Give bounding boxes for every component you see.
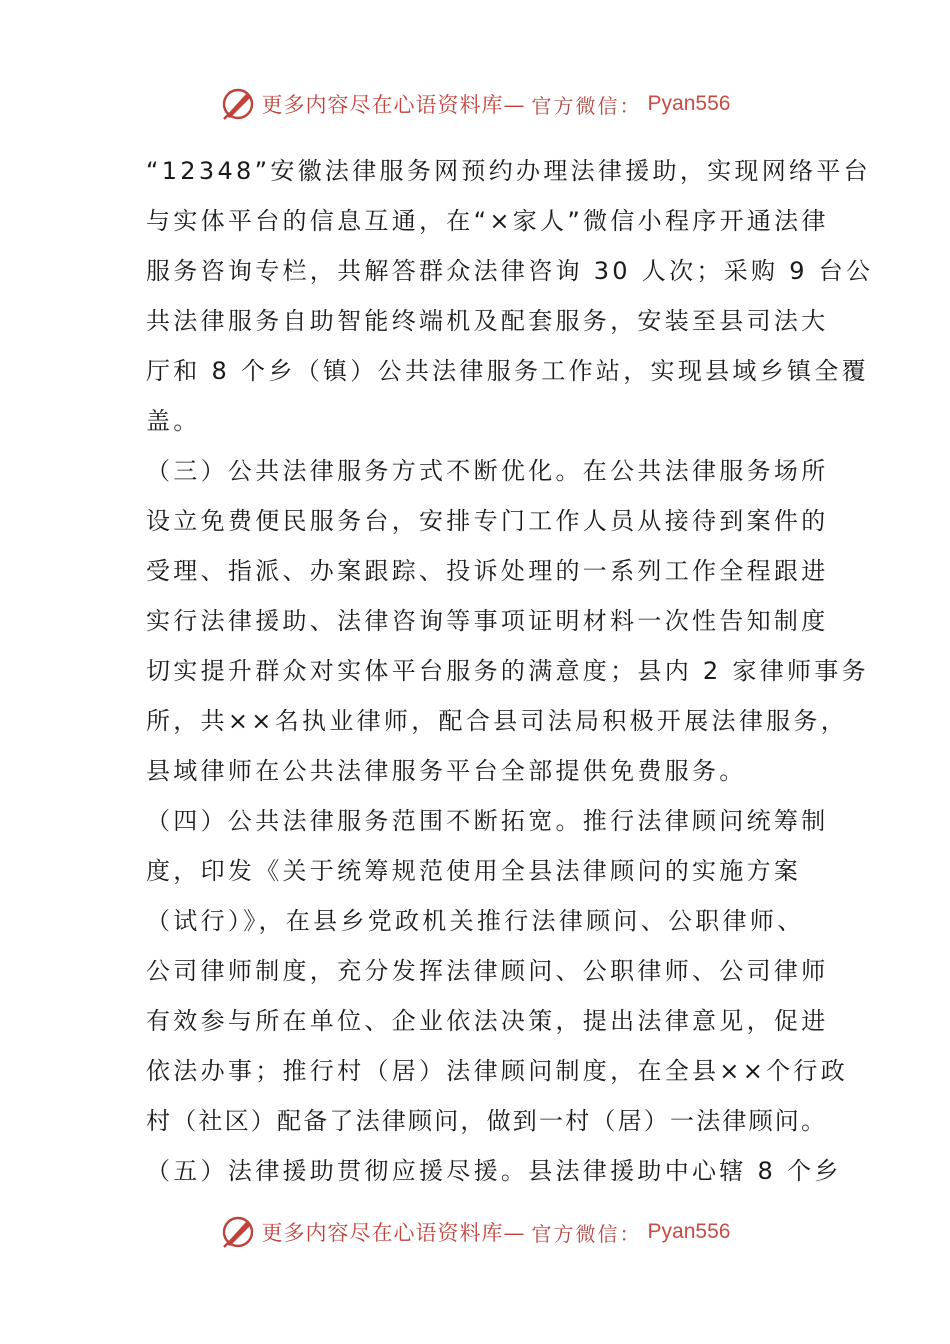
text-line: 有效参与所在单位、企业依法决策，提出法律意见，促进 (146, 1007, 829, 1035)
text-line: 公司律师制度，充分发挥法律顾问、公职律师、公司律师 (146, 957, 829, 985)
watermark-label: 官方微信： (531, 1221, 642, 1246)
watermark-site-text: 更多内容尽在心语资料库— (261, 1221, 526, 1245)
text-line: 依法办事；推行村（居）法律顾问制度，在全县××个行政 (146, 1057, 849, 1085)
text-line: 厅和 8 个乡（镇）公共法律服务工作站，实现县域乡镇全覆 (146, 357, 869, 385)
watermark-site-text: 更多内容尽在心语资料库— (261, 93, 526, 117)
text-line: 村（社区）配备了法律顾问，做到一村（居）一法律顾问。 (146, 1107, 828, 1135)
pen-logo-icon (220, 86, 256, 122)
text-line: 服务咨询专栏，共解答群众法律咨询 30 人次；采购 9 台公 (146, 257, 874, 285)
watermark-id: Pyan556 (647, 1220, 731, 1243)
text-line: （试行）》，在县乡党政机关推行法律顾问、公职律师、 (146, 907, 805, 935)
text-line: 县域律师在公共法律服务平台全部提供免费服务。 (146, 757, 747, 785)
text-line: 所，共××名执业律师，配合县司法局积极开展法律服务， (146, 707, 849, 735)
document-body (146, 146, 874, 1196)
text-line: 受理、指派、办案跟踪、投诉处理的一系列工作全程跟进 (146, 557, 829, 585)
text-line: “12348”安徽法律服务网预约办理法律援助，实现网络平台 (146, 157, 871, 185)
header-watermark (0, 84, 950, 124)
text-line: 度，印发《关于统筹规范使用全县法律顾问的实施方案 (146, 857, 802, 885)
watermark-id: Pyan556 (647, 92, 731, 115)
footer-watermark (0, 1212, 950, 1252)
text-line: 盖。 (146, 407, 201, 435)
watermark-label: 官方微信： (531, 93, 642, 118)
text-line: 实行法律援助、法律咨询等事项证明材料一次性告知制度 (146, 607, 829, 635)
section-heading-line: （五）法律援助贯彻应援尽援。县法律援助中心辖 8 个乡 (146, 1157, 842, 1185)
text-line: 设立免费便民服务台，安排专门工作人员从接待到案件的 (146, 507, 829, 535)
text-line: 与实体平台的信息互通，在“×家人”微信小程序开通法律 (146, 207, 829, 235)
section-heading-line: （三）公共法律服务方式不断优化。在公共法律服务场所 (146, 457, 829, 485)
section-heading-line: （四）公共法律服务范围不断拓宽。推行法律顾问统筹制 (146, 807, 829, 835)
text-line: 共法律服务自助智能终端机及配套服务，安装至县司法大 (146, 307, 829, 335)
pen-logo-icon (220, 1214, 256, 1250)
text-line: 切实提升群众对实体平台服务的满意度；县内 2 家律师事务 (146, 657, 869, 685)
